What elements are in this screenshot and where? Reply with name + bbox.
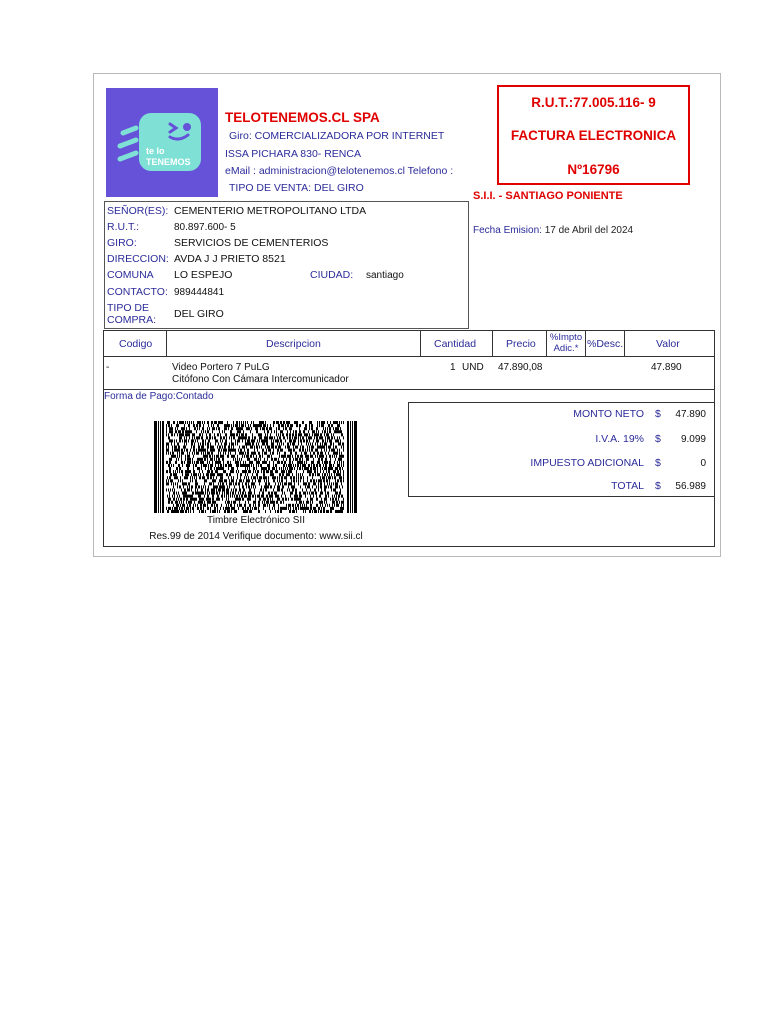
payment-method: Forma de Pago:Contado (104, 391, 214, 402)
company-address: ISSA PICHARA 830- RENCA (225, 148, 361, 160)
column-divider (166, 330, 167, 357)
item-price: 47.890,08 (498, 362, 543, 373)
client-purchase-type: DEL GIRO (174, 308, 224, 320)
sii-office: S.I.I. - SANTIAGO PONIENTE (473, 190, 623, 202)
net-currency: $ (655, 408, 661, 420)
client-contact: 989444841 (174, 287, 225, 298)
additional-tax-label: IMPUESTO ADICIONAL (530, 457, 644, 469)
total-currency: $ (655, 480, 661, 492)
company-logo (106, 88, 218, 197)
column-divider (492, 330, 493, 357)
company-name: TELOTENEMOS.CL SPA (225, 110, 380, 125)
net-amount: 47.890 (675, 409, 706, 420)
header-quantity: Cantidad (434, 338, 477, 350)
total-label: TOTAL (611, 480, 644, 492)
client-city: santiago (366, 270, 404, 281)
column-divider (624, 330, 625, 357)
client-comuna-label: COMUNA (107, 269, 154, 281)
company-giro: Giro: COMERCIALIZADORA POR INTERNET (229, 130, 445, 142)
item-quantity: 1 (450, 362, 456, 373)
client-address-label: DIRECCION: (107, 253, 169, 265)
sii-stamp-barcode (154, 421, 358, 513)
iva-amount: 9.099 (680, 434, 706, 445)
header-price: Precio (506, 338, 536, 350)
net-label: MONTO NETO (573, 408, 644, 420)
header-value: Valor (656, 338, 680, 350)
client-contact-label: CONTACTO: (107, 286, 168, 298)
header-code: Codigo (119, 338, 153, 350)
iva-label: I.V.A. 19% (595, 433, 644, 445)
client-giro: SERVICIOS DE CEMENTERIOS (174, 237, 329, 249)
company-contact: eMail : administracion@telotenemos.cl Telefono : (225, 165, 454, 177)
additional-tax-currency: $ (655, 457, 661, 469)
item-description: Video Portero 7 PuLG (172, 362, 270, 373)
total-amount: 56.989 (675, 481, 706, 492)
header-discount: %Desc. (587, 338, 624, 350)
row-divider (103, 389, 715, 390)
client-comuna: LO ESPEJO (174, 269, 233, 281)
iva-currency: $ (655, 433, 661, 445)
stamp-note: Res.99 de 2014 Verifique documento: www.sii.cl (149, 531, 363, 542)
client-rut: 80.897.600- 5 (174, 222, 236, 233)
client-name-label: SEÑOR(ES): (107, 205, 169, 217)
column-divider (420, 330, 421, 357)
issue-date-label: Fecha Emision: (473, 225, 542, 236)
client-rut-label: R.U.T.: (107, 221, 140, 233)
sale-type: TIPO DE VENTA: DEL GIRO (229, 182, 364, 194)
stamp-caption: Timbre Electrónico SII (207, 515, 305, 526)
client-purchase-label: TIPO DE COMPRA: (107, 302, 157, 326)
document-type: FACTURA ELECTRONICA (510, 128, 677, 143)
issue-date-value: 17 de Abril del 2024 (544, 225, 634, 236)
item-description-detail: Citófono Con Cámara Intercomunicador (172, 374, 349, 385)
client-city-label: CIUDAD: (310, 269, 354, 281)
header-tax: %Impto Adic.* (549, 332, 583, 354)
client-name: CEMENTERIO METROPOLITANO LTDA (174, 205, 367, 217)
client-box (104, 201, 469, 329)
additional-tax-amount: 0 (700, 458, 706, 469)
client-giro-label: GIRO: (107, 237, 137, 249)
svg-text:TENEMOS: TENEMOS (146, 157, 191, 167)
svg-text:te lo: te lo (146, 146, 165, 156)
client-address: AVDA J J PRIETO 8521 (174, 253, 286, 265)
issuer-rut: R.U.T.:77.005.116- 9 (531, 95, 656, 110)
issue-date (473, 225, 633, 236)
document-number: Nº16796 (567, 162, 620, 177)
item-unit: UND (462, 362, 484, 373)
column-divider (585, 330, 586, 357)
totals-box (408, 402, 715, 497)
rut-box (497, 85, 690, 185)
header-description: Descripcion (266, 338, 321, 350)
item-code: - (106, 362, 110, 373)
item-value: 47.890 (651, 362, 682, 373)
